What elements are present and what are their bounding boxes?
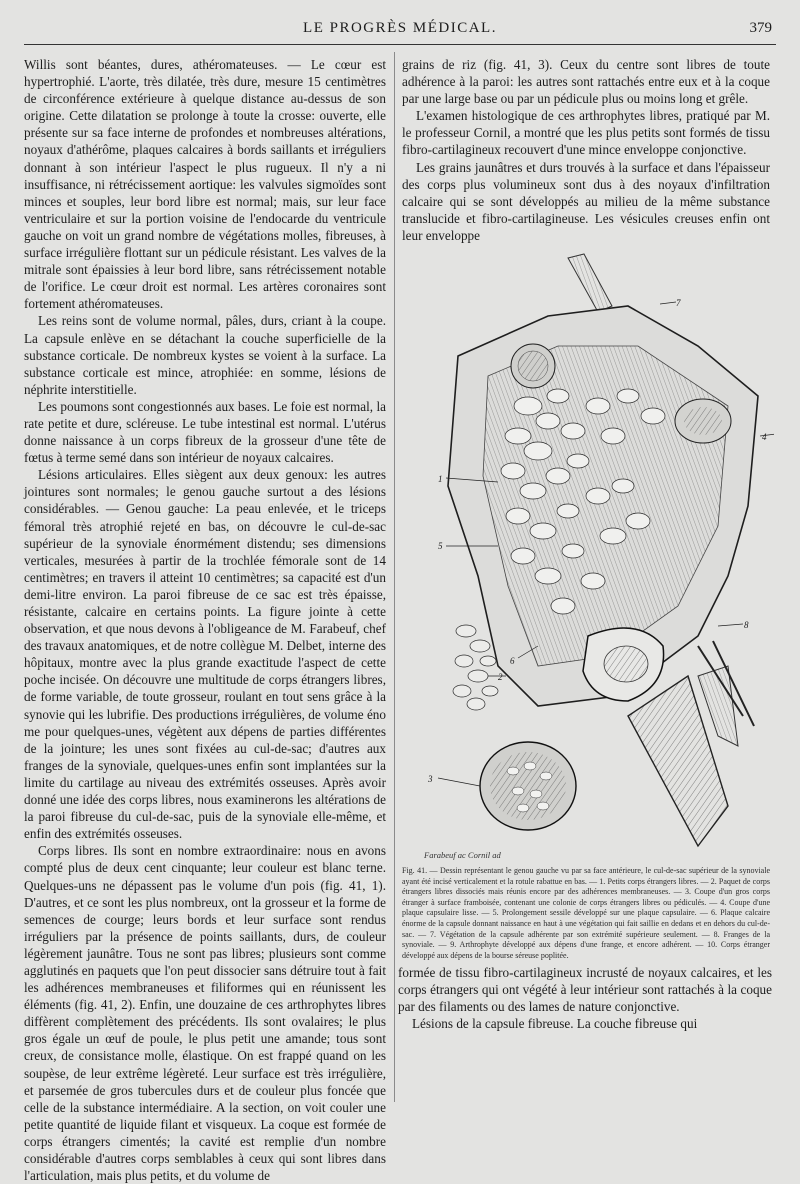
paragraph: Les reins sont de volume normal, pâles, durs, criant à la coupe. La capsule enlève en se détachant la couche superficielle de la substance corticale. De nombreux kystes se voient à la surface. La substance corticale est mince, atrophiée: en somme, lésions de néphrite interstitielle. (24, 313, 386, 397)
paragraph: Lésions articulaires. Elles siègent aux deux genoux: les autres jointures sont normales; le genou gauche surtout a des lésions considérables. — Genou gauche: La peau enlevée, et le triceps fémoral très atrophié rejeté en bas, on découvre le cul-de-sac supérieur de la synoviale énormément distendu; ses dimensions verticales, mesurées à partir de la trochlée fémorale sont de 14 centimètres; en travers il atteint 10 centimètres; sa capacité est d'un demi-litre environ. La paroi fibreuse de ce sac est très épaisse, résistante, calcaire en certains points. La figure jointe à cette observation, et que nous devons à l'obligeance de M. Farabeuf, chef des travaux anatomiques, et de notre collègue M. Delbet, interne des hôpitaux, montre avec la plus grande exactitude l'aspect de cette poche incisée. On découvre une multitude de corps étrangers libres, de forme variable, de toute grosseur, roulant en tout sens grâce à la synovie qui les lubrifie. Des productions irrégulières, de volume éno me pour quelques-unes, végètent aux dépens de parties différentes de la jointure; les unes sont fixées au cul-de-sac; d'autres aux franges de la synoviale, quelques-unes enfin sont implantées sur la limite du cartilage au niveau des extrémités osseuses. Après avoir donné une idée des corps libres, nous examinerons les altérations de la paroi fibreuse du cul-de-sac, puis de la synoviale elle-même, et enfin des extrémités osseuses. (24, 467, 386, 842)
paragraph: Lésions de la capsule fibreuse. La couche fibreuse qui (412, 1016, 698, 1032)
left-column (24, 56, 386, 1184)
page-header (0, 18, 800, 40)
figure-label: 7 (676, 298, 681, 308)
figure-41 (398, 246, 774, 856)
figure-label: 8 (744, 620, 749, 630)
column-divider (394, 52, 395, 1102)
figure-label: 3 (428, 774, 433, 784)
paragraph: Les poumons sont congestionnés aux bases. Le foie est normal, la rate petite et dure, scléreuse. Le tube intestinal est normal. L'utérus donne naissance à un corps fibreux de la grosseur d'une tête de fœtus à terme semé dans son intérieur de noyaux calcaires. (24, 398, 386, 466)
figure-caption: Fig. 41. — Dessin représentant le genou gauche vu par sa face antérieure, le cul-de-sac supérieur de la synoviale ayant été incisé verticalement et la rotule rabattue en bas. — 1. Petits corps étrangers libres. — 2. Paquet de corps étrangers libres dissociés mais réunis encore par des adhérences membraneuses. — 3. Coupe d'un gros corps étranger à surface framboisée, contenant une colonie de corps étrangers libres ou pédiculés. — 4. Coupe d'une plaque capsulaire lisse. — 5. Prolongement sessile développé sur une plaque capsulaire. — 6. Plaque calcaire énorme de la capsule donnant naissance en haut à une végétation qui fait saillie en dedans et en dehors du cul-de-sac. — 7. Végétation de la capsule adhérente par son extrémité supérieure seulement. — 8. Franges de la synoviale. — 9. Arthrophyte développé aux dépens d'une frange, et encore adhérent. — 10. Corps étranger développé aux dépens de la bourse séreuse poplitée. (402, 866, 770, 960)
paragraph: Corps libres. Ils sont en nombre extraordinaire: nous en avons compté plus de deux cent cinquante; leur couleur est blanc terne. Quelques-uns ne dépassent pas le volume d'un pois (fig. 41, 1). D'autres, et ce sont les plus nombreux, ont la grosseur et la forme de semences de courge; leurs bords et leur surface sont rendus irréguliers par la présence de points saillants, durs, de couleur légèrement jaunâtre. Tous ne sont pas libres; plusieurs sont comme agglutinés en paquets que l'on peut dissocier sans détruire tout à fait les adhérences membraneuses et filiformes qui en réunissent les éléments (fig. 41, 2). Enfin, une douzaine de ces arthrophytes libres diffèrent complètement des précédents. Ils sont ovalaires; le plus gros égale un œuf de poule, le plus petit une amande; tous sont creux, de consistance molle, élastique. On est frappé quand on les soupèse, de leur extrême légèreté. Leur surface est très irrégulière, et parsemée de gros tubercules durs et de couleur plus foncée que celle de la substance intermédiaire. A la section, on voit couler une petite quantité de liquide filant et visqueux. La coque est formée de corps étrangers cimentés; la cavité est remplie d'un nombre considérable d'autres corps semblables à ceux qui sont libres dans l'articulation, mais plus petits, et du volume de (24, 843, 386, 1184)
right-column-bottom (398, 964, 772, 1032)
paragraph: Les grains jaunâtres et durs trouvés à la surface et dans l'épaisseur des corps plus volumineux sont dus à des noyaux d'infiltration calcaire qui se sont développés au milieu de la même substance translucide et fibro-cartilagineuse. Les vésicules creuses enfin ont leur enveloppe (402, 159, 770, 243)
journal-title: LE PROGRÈS MÉDICAL. (303, 20, 497, 36)
paragraph: grains de riz (fig. 41, 3). Ceux du centre sont libres de toute adhérence à la paroi: les autres sont rattachés entre eux et à la coque par une large base ou par un pédicule plus ou moins long et grêle. (402, 57, 770, 107)
paragraph: Willis sont béantes, dures, athéromateuses. — Le cœur est hypertrophié. L'aorte, très dilatée, très dure, mesure 15 centimètres de circonférence extérieure à quelque distance au-dessus de son origine. Cette dilatation se prolonge à toute la crosse: ouverte, elle présente sur sa face interne de profondes et nombreuses altérations, noyaux d'athérôme, plaques calcaires à bords saillants et irréguliers donnant à son intérieur l'aspect le plus rugueux. Il n'y a ni insuffisance, ni rétrécissement aortique: les valvules sigmoïdes sont minces et souples, leur bord libre est normal; mais, sur leur face ventriculaire et sur la portion voisine de l'endocarde du ventricule gauche on voit un grand nombre de végétations molles, fibreuses, à surface irrégulière flottant sur un pédicule résistant. Les valves de la mitrale sont épaissies à leur bord libre, sans rétrécissement notable de l'orifice. Le cœur droit est normal. Les artères coronaires sont fortement athéromateuses. (24, 57, 386, 312)
paragraph: formée de tissu fibro-cartilagineux incrusté de noyaux calcaires, et les corps étrangers qui ont végété à leur intérieur sont rattachés à la coque par des filaments ou des lames de nature conjonctive. (398, 965, 772, 1015)
figure-label: 5 (438, 541, 443, 551)
figure-label: 1 (438, 474, 443, 484)
figure-label: 2 (498, 672, 503, 682)
sectioned-foreign-body (480, 742, 576, 830)
artist-signature: Farabeuf ac Cornil ad (424, 850, 501, 860)
figure-label: 4 (762, 432, 767, 442)
figure-label: 6 (510, 656, 515, 666)
paragraph: L'examen histologique de ces arthrophytes libres, pratiqué par M. le professeur Cornil, a montré que les plus petits sont formés de tissu fibro-cartilagineux recouvert d'une mince enveloppe conjonctive. (402, 108, 770, 158)
header-rule (24, 44, 776, 45)
page-number: 379 (749, 20, 772, 36)
knee-joint-illustration (398, 246, 774, 856)
right-column-top (402, 56, 770, 244)
